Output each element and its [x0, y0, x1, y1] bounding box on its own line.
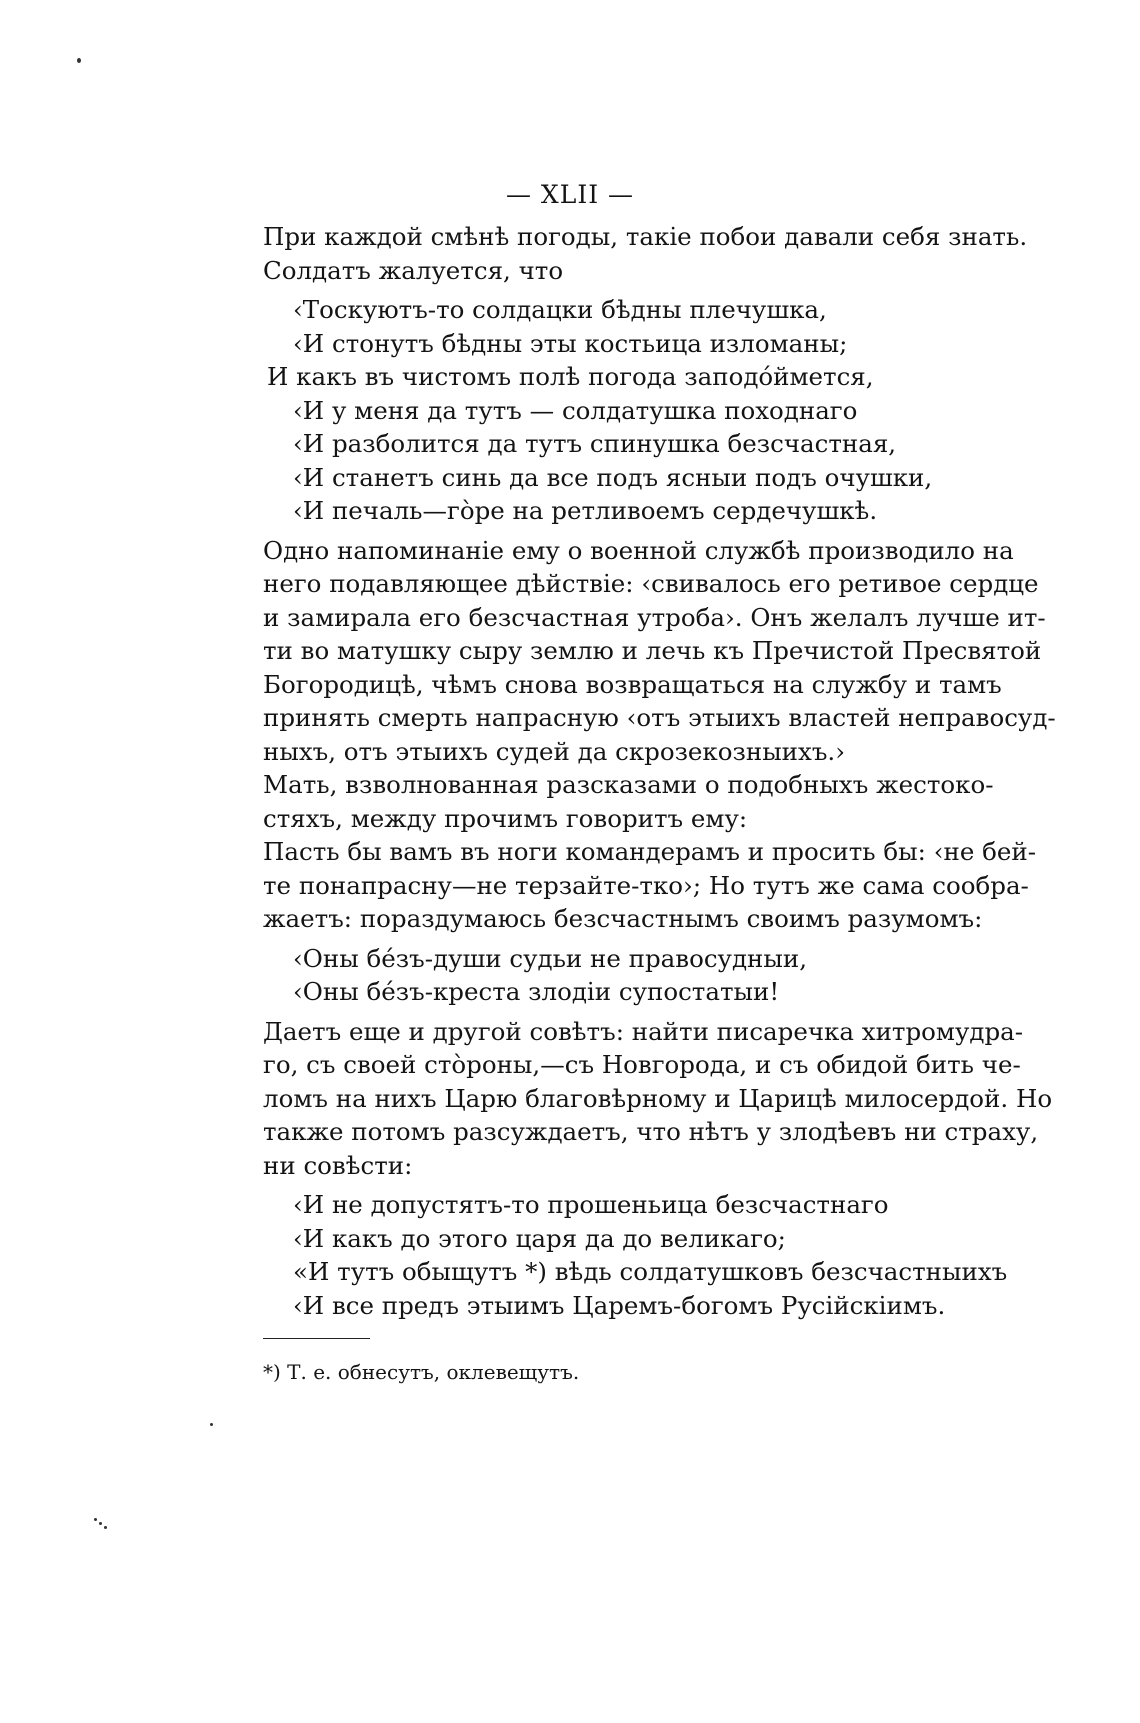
verse-line: ‹Тоскуютъ-то солдацки бѣдны плечушка, — [293, 295, 827, 324]
text-line: Солдатъ жалуется, что — [263, 255, 564, 285]
scan-speck — [94, 1518, 97, 1521]
page-number: — XLII — — [505, 180, 635, 209]
verse-line: ‹И разболится да тутъ спинушка безсчастная, — [293, 429, 897, 458]
main-text — [263, 220, 1056, 1322]
scan-speck — [210, 1423, 213, 1426]
verse-line: «И тутъ обыщутъ *) вѣдь солдатушковъ безсчастныихъ — [293, 1257, 1008, 1286]
footnote: *) Т. е. обнесутъ, оклевещутъ. — [263, 1360, 580, 1384]
verse-line: И какъ въ чистомъ полѣ погода заподóймется, — [267, 362, 874, 391]
verse-line: ‹И какъ до этого царя да до великаго; — [293, 1223, 786, 1253]
text-line: Пасть бы вамъ въ ноги командерамъ и просить бы: ‹не бей- — [263, 837, 1036, 866]
text-line: также потомъ разсуждаетъ, что нѣтъ у злодѣевъ ни страху, — [263, 1117, 1039, 1146]
verse-line: ‹И не допустятъ-то прошеньица безсчастнаго — [293, 1190, 889, 1219]
text-line: те понапрасну—не терзайте-тко›; Но тутъ же сама сообра- — [263, 870, 1029, 900]
verse-line: ‹И печаль—гòре на ретливоемъ сердечушкѣ. — [293, 496, 878, 525]
text-line: Одно напоминаніе ему о военной службѣ производило на — [263, 535, 1014, 565]
verse-line: ‹И у меня да тутъ — солдатушка походнаго — [293, 395, 858, 425]
scan-speck — [77, 58, 81, 63]
text-line: Мать, взволнованная разсказами о подобныхъ жестоко- — [263, 770, 994, 799]
verse-line: ‹И станетъ синь да все подъ ясныи подъ очушки, — [293, 462, 933, 492]
text-line: стяхъ, между прочимъ говоритъ ему: — [263, 803, 748, 833]
text-line: го, съ своей стòроны,—съ Новгорода, и съ обидой бить че- — [263, 1050, 1021, 1079]
verse-line: ‹Оны бéзъ-души судьи не правосудныи, — [293, 943, 807, 973]
text-line: Даетъ еще и другой совѣтъ: найти писаречка хитромудра- — [263, 1016, 1024, 1046]
scan-speck — [104, 1526, 107, 1529]
footnote-divider — [263, 1338, 370, 1339]
text-line: и замирала его безсчастная утроба›. Онъ желалъ лучше ит- — [263, 602, 1046, 632]
text-line: При каждой смѣнѣ погоды, такіе побои давали себя знать. — [263, 222, 1028, 251]
text-line: ни совѣсти: — [263, 1150, 413, 1180]
text-line: жаетъ: пораздумаюсь безсчастнымъ своимъ разумомъ: — [263, 904, 983, 933]
text-line: ти во матушку сыру землю и лечь къ Пречистой Пресвятой — [263, 636, 1042, 665]
text-line: Богородицѣ, чѣмъ снова возвращаться на службу и тамъ — [263, 669, 1002, 699]
text-line: ломъ на нихъ Царю благовѣрному и Царицѣ милосердой. Но — [263, 1083, 1053, 1113]
text-line: принять смерть напрасную ‹отъ этыихъ властей неправосуд- — [263, 703, 1056, 732]
text-line: него подавляющее дѣйствіе: ‹свивалось его ретивое сердце — [263, 569, 1039, 598]
verse-line: ‹Оны бéзъ-креста злодіи супостатыи! — [293, 977, 780, 1006]
scan-speck — [99, 1522, 102, 1525]
verse-line: ‹И все предъ этыимъ Царемъ-богомъ Русійскіимъ. — [293, 1290, 946, 1320]
text-line: ныхъ, отъ этыихъ судей да скрозекозныихъ.› — [263, 736, 846, 766]
verse-line: ‹И стонутъ бѣдны эты костьица изломаны; — [293, 328, 848, 358]
